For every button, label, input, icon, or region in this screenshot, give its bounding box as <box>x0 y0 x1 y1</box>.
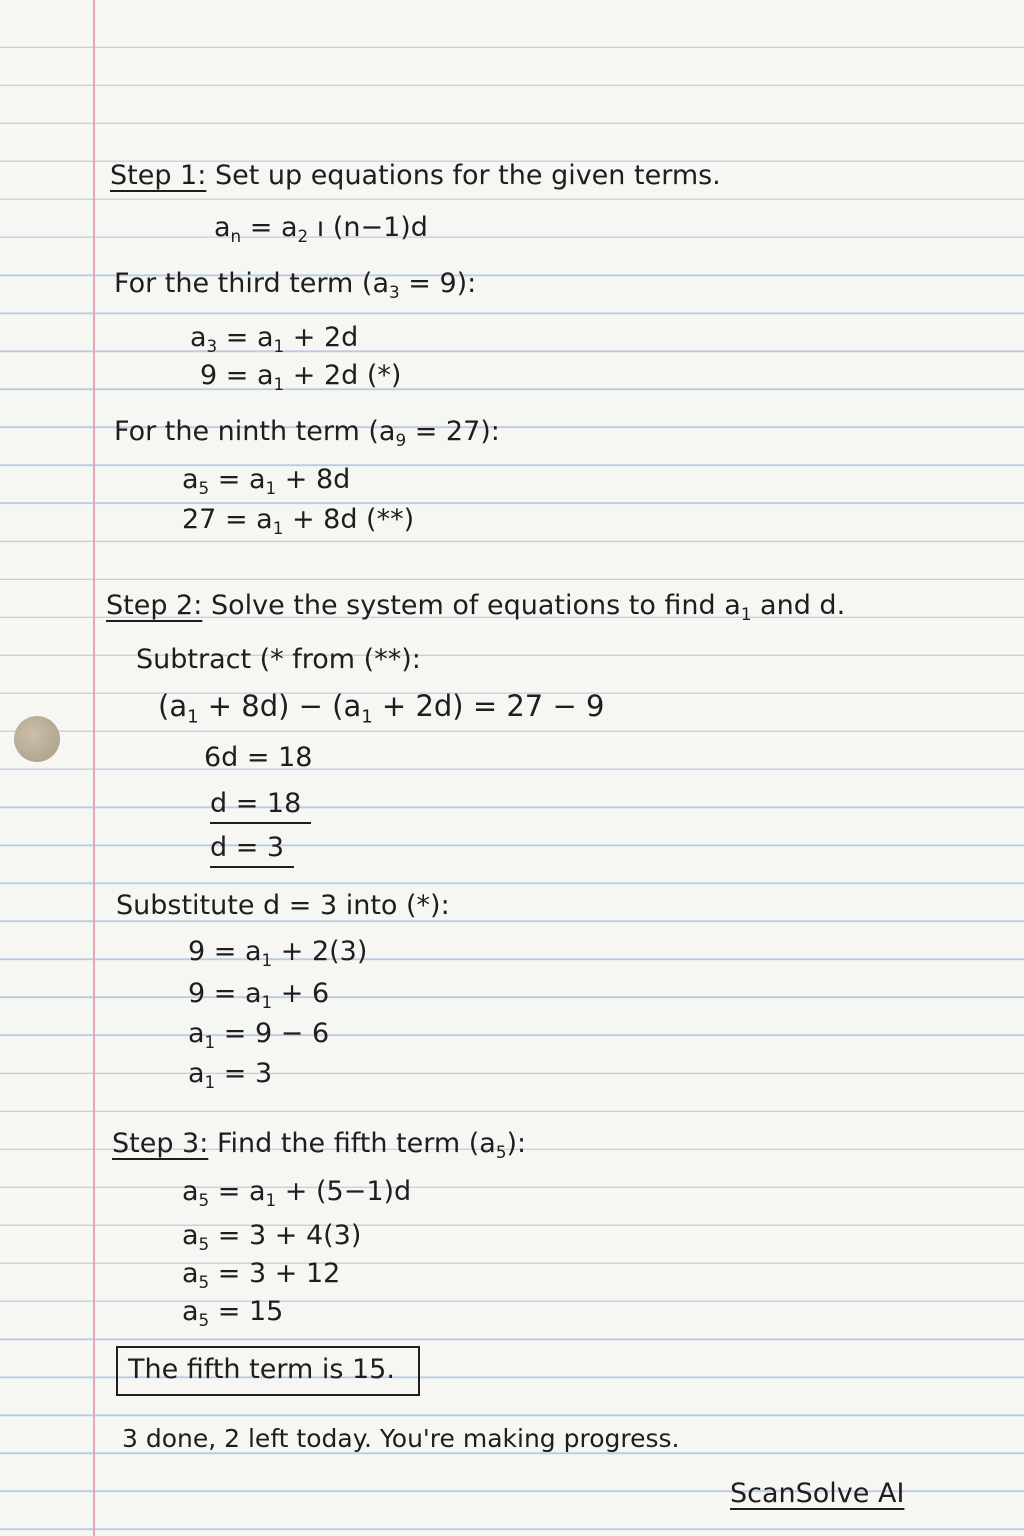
step1-heading <box>110 162 721 189</box>
equation-6d: 6d = 18 <box>204 742 313 773</box>
step2-label: Step 2: <box>106 590 203 621</box>
ninth-term-equation: $a_5 = a_1 + 8d$ <box>182 464 351 498</box>
substitution-line-2: $9 = a_1 + 6$ <box>188 978 330 1012</box>
substitute-instruction: Substitute d = 3 into (*): <box>116 890 450 921</box>
difference-equation: $(a_1 + 8d) - (a_1 + 2d) = 27 - 9$ <box>158 689 605 728</box>
general-formula: $a_n = a_2$ ı (n−1)d <box>214 212 428 246</box>
equation-star: $9 = a_1 + 2d$ (*) <box>200 360 402 394</box>
step2-title: Solve the system of equations to find $a_1$ and d. <box>210 590 846 624</box>
step1-label: Step 1: <box>110 160 207 191</box>
step1-title: Set up equations for the given terms. <box>214 160 721 191</box>
step3-heading <box>112 1128 527 1162</box>
ninth-term-heading: For the ninth term $(a_9 = 27)$: <box>114 416 500 450</box>
progress-note: 3 done, 2 left today. You're making progress. <box>122 1424 680 1453</box>
equation-d-18: d = 18 <box>210 790 311 817</box>
fifth-term-line-2: $a_5 = 3 + 4(3)$ <box>182 1220 362 1254</box>
equation-d-3: d = 3 <box>210 834 294 861</box>
step2-heading <box>106 590 846 624</box>
substitution-line-3: $a_1 = 9 - 6$ <box>188 1018 330 1052</box>
final-answer: The fifth term is 15. <box>128 1354 395 1385</box>
step3-label: Step 3: <box>112 1128 209 1159</box>
equation-double-star: $27 = a_1 + 8d$ (**) <box>182 504 415 538</box>
fifth-term-line-4: $a_5 = 15$ <box>182 1296 284 1330</box>
binder-hole <box>14 716 60 762</box>
step3-title: Find the fifth term $(a_5)$: <box>216 1128 527 1162</box>
substitution-line-1: $9 = a_1 + 2(3)$ <box>188 936 368 970</box>
fifth-term-line-3: $a_5 = 3 + 12$ <box>182 1258 341 1292</box>
brand-signature: ScanSolve AI <box>730 1478 905 1509</box>
third-term-equation: $a_3 = a_1 + 2d$ <box>190 322 359 356</box>
substitution-line-4: $a_1 = 3$ <box>188 1058 273 1092</box>
subtract-instruction: Subtract (* from (**): <box>136 644 421 675</box>
third-term-heading: For the third term $(a_3 = 9)$: <box>114 268 477 302</box>
fifth-term-line-1: $a_5 = a_1 + (5-1)d$ <box>182 1176 412 1210</box>
